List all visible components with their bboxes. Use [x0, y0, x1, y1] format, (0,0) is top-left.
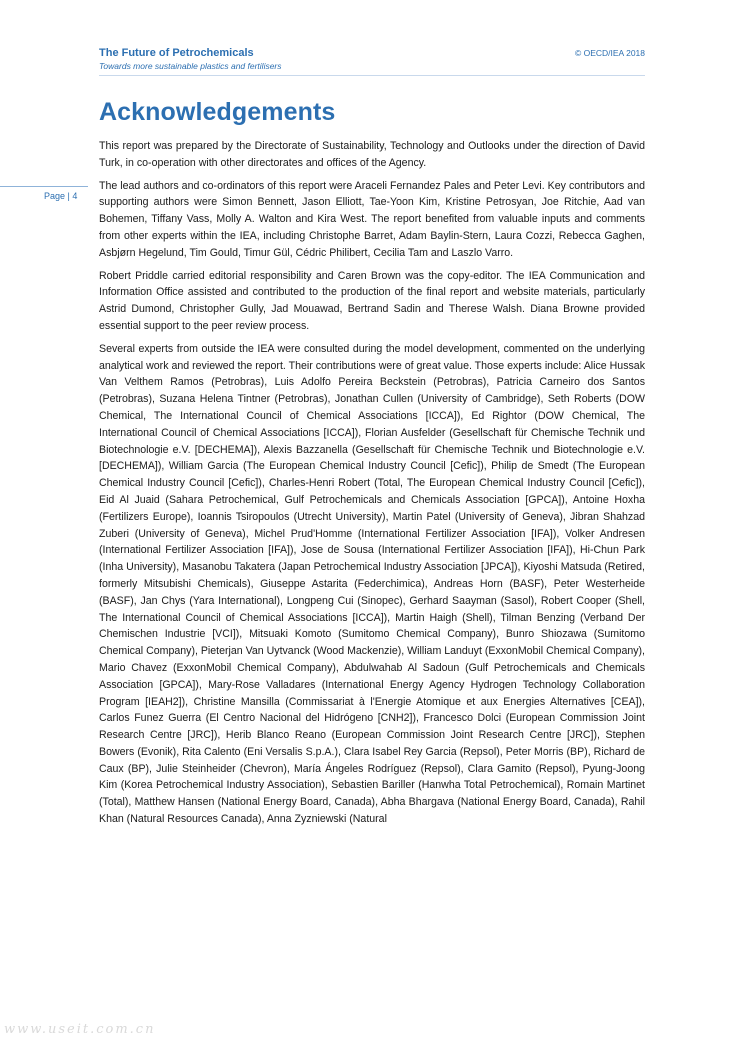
- page-number: Page | 4: [44, 191, 78, 201]
- report-subtitle: Towards more sustainable plastics and fertilisers: [99, 61, 282, 71]
- paragraph-authors: The lead authors and co-ordinators of this report were Araceli Fernandez Pales and Peter Levi. Key contributors and supporting authors were Simon Bennett, Jason Elliott, Tae-Yoon Kim, Kristine Petrosyan, Joe Ritchie, Aad van Bohemen, Tiffany Vass, Molly A. Walton and Kira West. The report benefited from valuable inputs and comments from other experts within the IEA, including Christophe Barret, Adam Baylin-Stern, Laura Cozzi, Rebecca Gaghen, Asbjørn Hegelund, Tim Gould, Timur Gül, Cédric Philibert, Cecilia Tam and Laszlo Varro.: [99, 179, 645, 259]
- body-text: [99, 138, 645, 834]
- report-title: The Future of Petrochemicals: [99, 47, 254, 59]
- paragraph-intro: This report was prepared by the Directorate of Sustainability, Technology and Outlooks under the direction of David Turk, in co-operation with other directorates and offices of the Agency.: [99, 140, 645, 169]
- paragraph-external-experts: Several experts from outside the IEA were consulted during the model development, commented on the underlying analytical work and reviewed the report. Their contributions were of great value. Those experts include: Alice Hussak Van Velthem Ramos (Petrobras), Luis Adolfo Pereira Beckstein (Petrobras), Patricia Carneiro dos Santos (Petrobras), Suzana Helena Tintner (Petrobras), Jonathan Cullen (University of Cambridge), Seth Roberts (DOW Chemical, The International Council of Chemical Associations [ICCA]), Ed Rightor (DOW Chemical, The International Council of Chemical Associations [ICCA]), Florian Ausfelder (Gesellschaft für Chemische Technik und Biotechnologie e.V. [DECHEMA]), Alexis Bazzanella (Gesellschaft für Chemische Technik und Biotechnologie e.V. [DECHEMA]), William Garcia (The European Chemical Industry Council [Cefic]), Philip de Smedt (The European Chemical Industry Council [Cefic]), Charles-Henri Robert (Total, The European Chemical Industry Council [Cefic]), Eid Al Juaid (Sahara Petrochemical, Gulf Petrochemicals and Chemicals Association [GPCA]), Antoine Hoxha (Fertilizers Europe), Ioannis Tsiropoulos (Utrecht University), Martin Patel (University of Geneva), Jibran Shahzad Zuberi (University of Geneva), Michel Prud'Homme (International Fertilizer Association [IFA]), Volker Andresen (International Fertilizer Association [IFA]), Jose de Sousa (International Fertilizer Association [IFA]), Hi-Chun Park (Inha University), Masanobu Takatera (Japan Petrochemical Industry Association [JPCA]), Kiyoshi Matsuda (Retired, formerly Mitsubishi Chemicals), Giuseppe Astarita (Federchimica), Andreas Horn (BASF), Peter Westerheide (BASF), Jan Chys (Yara International), Longpeng Cui (Sinopec), Gerhard Saayman (Sasol), Robert Cooper (Shell, The International Council of Chemical Associations [ICCA]), Martin Haigh (Shell), Tilman Benzing (Verband Der Chemischen Industrie [VCI]), Mitsuaki Komoto (Sumitomo Chemical Company), Bunro Shiozawa (Sumitomo Chemical Company), Pieterjan Van Uytvanck (Wood Mackenzie), William Landuyt (ExxonMobil Chemical Company), Mario Chavez (ExxonMobil Chemical Company), Abdulwahab Al Sadoun (Gulf Petrochemicals and Chemicals Association [GPCA]), Mary-Rose Valladares (International Energy Agency Hydrogen Technology Collaboration Program [IEAH2]), Christine Mansilla (Commissariat à l'Energie Atomique et aux Energies Alternatives [CEA]), Carlos Funez Guerra (El Centro Nacional del Hidrógeno [CNH2]), Francesco Dolci (European Commission Joint Research Centre [JRC]), Herib Blanco Reano (European Commission Joint Research Centre [JRC]), Stephen Bowers (Evonik), Rita Calento (Eni Versalis S.p.A.), Clara Isabel Rey Garcia (Repsol), Peter Morris (BP), Richard de Caux (BP), Julie Steinheider (Chevron), María Ángeles Rodríguez (Repsol), Clara Gamito (Repsol), Pyung-Joong Kim (Korea Petrochemical Industry Association), Sebastien Bariller (Hanwha Total Petrochemical), Romain Martinet (Total), Matthew Hansen (National Energy Board, Canada), Abha Bhargava (National Energy Board, Canada), Rahil Khan (Natural Resources Canada), Anna Zyzniewski (Natural: [99, 342, 645, 826]
- page-number-divider: [0, 186, 88, 187]
- watermark: www.useit.com.cn: [4, 1022, 156, 1037]
- page-title: Acknowledgements: [99, 98, 336, 126]
- copyright-notice: © OECD/IEA 2018: [574, 48, 645, 58]
- running-header: [99, 46, 645, 72]
- header-divider: [99, 75, 645, 76]
- paragraph-editorial: Robert Priddle carried editorial responsibility and Caren Brown was the copy-editor. The IEA Communication and Information Office assisted and contributed to the production of the final report and website materials, particularly Astrid Dumond, Christopher Gully, Jad Mouawad, Bertrand Sadin and Therese Walsh. Diana Browne provided essential support to the peer review process.: [99, 269, 645, 332]
